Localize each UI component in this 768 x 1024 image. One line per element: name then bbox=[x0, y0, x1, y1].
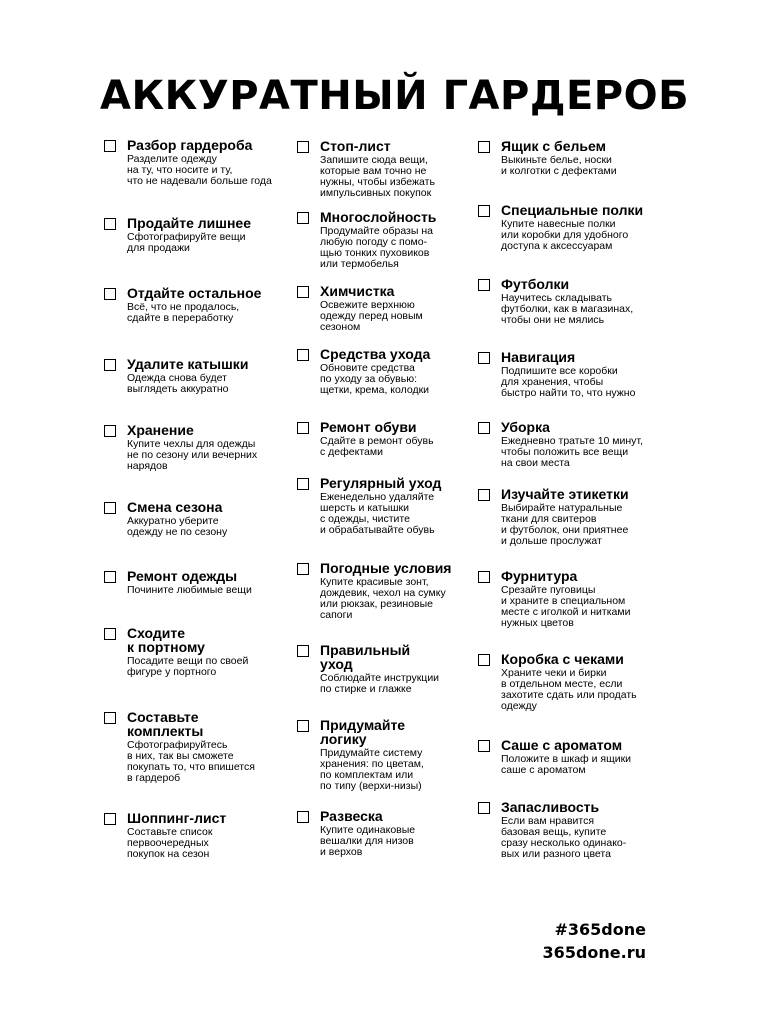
checklist-item bbox=[297, 284, 473, 333]
checklist-item bbox=[104, 357, 280, 395]
checklist-item bbox=[104, 216, 280, 254]
checklist-item bbox=[478, 652, 654, 712]
checklist-item bbox=[478, 203, 654, 252]
item-description: Придумайте систему хранения: по цветам, по комплектам или по типу (верхи-низы) bbox=[320, 747, 424, 792]
item-title: Стоп-лист bbox=[320, 138, 391, 154]
item-title: Химчистка bbox=[320, 283, 395, 299]
item-description: Посадите вещи по своей фигуре у портного bbox=[127, 655, 249, 678]
item-description: Разделите одежду на ту, что носите и ту, что не надевали больше года bbox=[127, 153, 272, 187]
item-title: Регулярный уход bbox=[320, 475, 442, 491]
checkbox[interactable] bbox=[104, 502, 116, 514]
checklist-item bbox=[297, 809, 473, 858]
checklist-item bbox=[297, 210, 473, 270]
checklist-item bbox=[478, 277, 654, 326]
checklist-item bbox=[478, 738, 654, 776]
checkbox[interactable] bbox=[478, 802, 490, 814]
checklist-item bbox=[297, 643, 473, 695]
item-description: Всё, что не продалось, сдайте в переработку bbox=[127, 301, 240, 324]
item-description: Соблюдайте инструкции по стирке и глажке bbox=[320, 672, 440, 695]
checklist-item bbox=[104, 569, 280, 596]
item-description: Положите в шкаф и ящики саше с ароматом bbox=[501, 753, 632, 776]
checkbox[interactable] bbox=[104, 140, 116, 152]
checkbox[interactable] bbox=[297, 212, 309, 224]
checkbox[interactable] bbox=[478, 571, 490, 583]
item-title: Продайте лишнее bbox=[127, 215, 251, 231]
checkbox[interactable] bbox=[478, 740, 490, 752]
checkbox[interactable] bbox=[104, 288, 116, 300]
footer-hashtag: #365done bbox=[554, 920, 646, 939]
checkbox[interactable] bbox=[478, 279, 490, 291]
item-title: Ящик с бельем bbox=[501, 138, 606, 154]
checkbox[interactable] bbox=[297, 645, 309, 657]
item-description: Ежедневно тратьте 10 минут, чтобы положить все вещи на свои места bbox=[501, 435, 643, 469]
item-title: Навигация bbox=[501, 349, 576, 365]
item-description: Купите одинаковые вешалки для низов и верхов bbox=[320, 824, 416, 858]
checklist-item bbox=[104, 710, 280, 784]
checkbox[interactable] bbox=[297, 478, 309, 490]
checkbox[interactable] bbox=[297, 563, 309, 575]
checklist-item bbox=[297, 139, 473, 199]
checklist-item bbox=[297, 561, 473, 621]
checkbox[interactable] bbox=[297, 720, 309, 732]
item-description: Запишите сюда вещи, которые вам точно не нужны, чтобы избежать импульсивных покупок bbox=[320, 154, 435, 199]
item-description: Купите навесные полки или коробки для удобного доступа к аксессуарам bbox=[501, 218, 629, 252]
item-title: Изучайте этикетки bbox=[501, 486, 629, 502]
checklist-item bbox=[104, 138, 280, 187]
checkbox[interactable] bbox=[478, 489, 490, 501]
item-description: Почините любимые вещи bbox=[127, 584, 252, 596]
item-title: Смена сезона bbox=[127, 499, 223, 515]
checklist-item bbox=[297, 347, 473, 396]
item-title: Составьте комплекты bbox=[127, 709, 204, 739]
item-title: Отдайте остальное bbox=[127, 285, 262, 301]
item-description: Аккуратно уберите одежду не по сезону bbox=[127, 515, 228, 538]
checklist-item bbox=[478, 139, 654, 177]
item-title: Правильный уход bbox=[320, 642, 411, 672]
checkbox[interactable] bbox=[104, 628, 116, 640]
item-description: Выбирайте натуральные ткани для свитеров и футболок, они приятнее и дольше прослужат bbox=[501, 502, 629, 547]
item-title: Коробка с чеками bbox=[501, 651, 624, 667]
item-description: Еженедельно удаляйте шерсть и катышки с одежды, чистите и обрабатывайте обувь bbox=[320, 491, 435, 536]
item-description: Научитесь складывать футболки, как в магазинах, чтобы они не мялись bbox=[501, 292, 634, 326]
checkbox[interactable] bbox=[297, 422, 309, 434]
item-description: Подпишите все коробки для хранения, чтобы быстро найти то, что нужно bbox=[501, 365, 636, 399]
item-title: Саше с ароматом bbox=[501, 737, 623, 753]
item-description: Обновите средства по уходу за обувью: щетки, крема, колодки bbox=[320, 362, 430, 396]
checklist-item bbox=[104, 626, 280, 678]
checklist-item bbox=[478, 487, 654, 547]
item-description: Освежите верхнюю одежду перед новым сезоном bbox=[320, 299, 423, 333]
checkbox[interactable] bbox=[104, 813, 116, 825]
item-description: Одежда снова будет выглядеть аккуратно bbox=[127, 372, 229, 395]
footer-site: 365done.ru bbox=[542, 943, 646, 962]
checkbox[interactable] bbox=[478, 422, 490, 434]
item-title: Футболки bbox=[501, 276, 570, 292]
checklist-item bbox=[104, 811, 280, 860]
item-description: Если вам нравится базовая вещь, купите сразу несколько одинако- вых или разного цвета bbox=[501, 815, 627, 860]
page-title: АККУРАТНЫЙ ГАРДЕРОБ bbox=[100, 73, 690, 119]
item-title: Средства ухода bbox=[320, 346, 431, 362]
item-title: Ремонт обуви bbox=[320, 419, 417, 435]
checkbox[interactable] bbox=[297, 286, 309, 298]
item-description: Купите красивые зонт, дождевик, чехол на сумку или рюкзак, резиновые сапоги bbox=[320, 576, 446, 621]
checklist-item bbox=[478, 569, 654, 629]
checklist-item bbox=[478, 800, 654, 860]
checkbox[interactable] bbox=[478, 205, 490, 217]
item-description: Продумайте образы на любую погоду с помо- щью тонких пуховиков или термобелья bbox=[320, 225, 433, 270]
checklist-item bbox=[104, 286, 280, 324]
item-title: Придумайте логику bbox=[320, 717, 406, 747]
checklist-item bbox=[478, 420, 654, 469]
item-title: Разбор гардероба bbox=[127, 137, 253, 153]
checkbox[interactable] bbox=[297, 811, 309, 823]
item-title: Многослойность bbox=[320, 209, 437, 225]
item-title: Запасливость bbox=[501, 799, 600, 815]
item-description: Составьте список первоочередных покупок на сезон bbox=[127, 826, 213, 860]
checkbox[interactable] bbox=[478, 654, 490, 666]
checkbox[interactable] bbox=[478, 141, 490, 153]
checkbox[interactable] bbox=[104, 571, 116, 583]
checklist-item bbox=[478, 350, 654, 399]
item-title: Развеска bbox=[320, 808, 383, 824]
checklist-item bbox=[104, 423, 280, 472]
checkbox[interactable] bbox=[104, 712, 116, 724]
item-title: Ремонт одежды bbox=[127, 568, 238, 584]
checkbox[interactable] bbox=[104, 425, 116, 437]
item-title: Шоппинг-лист bbox=[127, 810, 227, 826]
checkbox[interactable] bbox=[297, 141, 309, 153]
item-title: Удалите катышки bbox=[127, 356, 249, 372]
item-title: Хранение bbox=[127, 422, 194, 438]
checklist-item bbox=[297, 420, 473, 458]
checkbox[interactable] bbox=[297, 349, 309, 361]
checkbox[interactable] bbox=[478, 352, 490, 364]
item-description: Храните чеки и бирки в отдельном месте, если захотите сдать или продать одежду bbox=[501, 667, 637, 712]
checkbox[interactable] bbox=[104, 359, 116, 371]
item-description: Сфотографируйте вещи для продажи bbox=[127, 231, 246, 254]
item-title: Погодные условия bbox=[320, 560, 452, 576]
item-description: Срезайте пуговицы и храните в специальном месте с иголкой и нитками нужных цветов bbox=[501, 584, 631, 629]
item-title: Специальные полки bbox=[501, 202, 644, 218]
item-description: Сдайте в ремонт обувь с дефектами bbox=[320, 435, 434, 458]
item-description: Сфотографируйтесь в них, так вы сможете покупать то, что впишется в гардероб bbox=[127, 739, 255, 784]
item-description: Выкиньте белье, носки и колготки с дефектами bbox=[501, 154, 617, 177]
checklist-item bbox=[297, 476, 473, 536]
checklist-item bbox=[104, 500, 280, 538]
item-title: Уборка bbox=[501, 419, 550, 435]
item-title: Фурнитура bbox=[501, 568, 578, 584]
checklist-item bbox=[297, 718, 473, 792]
item-description: Купите чехлы для одежды не по сезону или вечерних нарядов bbox=[127, 438, 258, 472]
checkbox[interactable] bbox=[104, 218, 116, 230]
item-title: Сходите к портному bbox=[127, 625, 205, 655]
